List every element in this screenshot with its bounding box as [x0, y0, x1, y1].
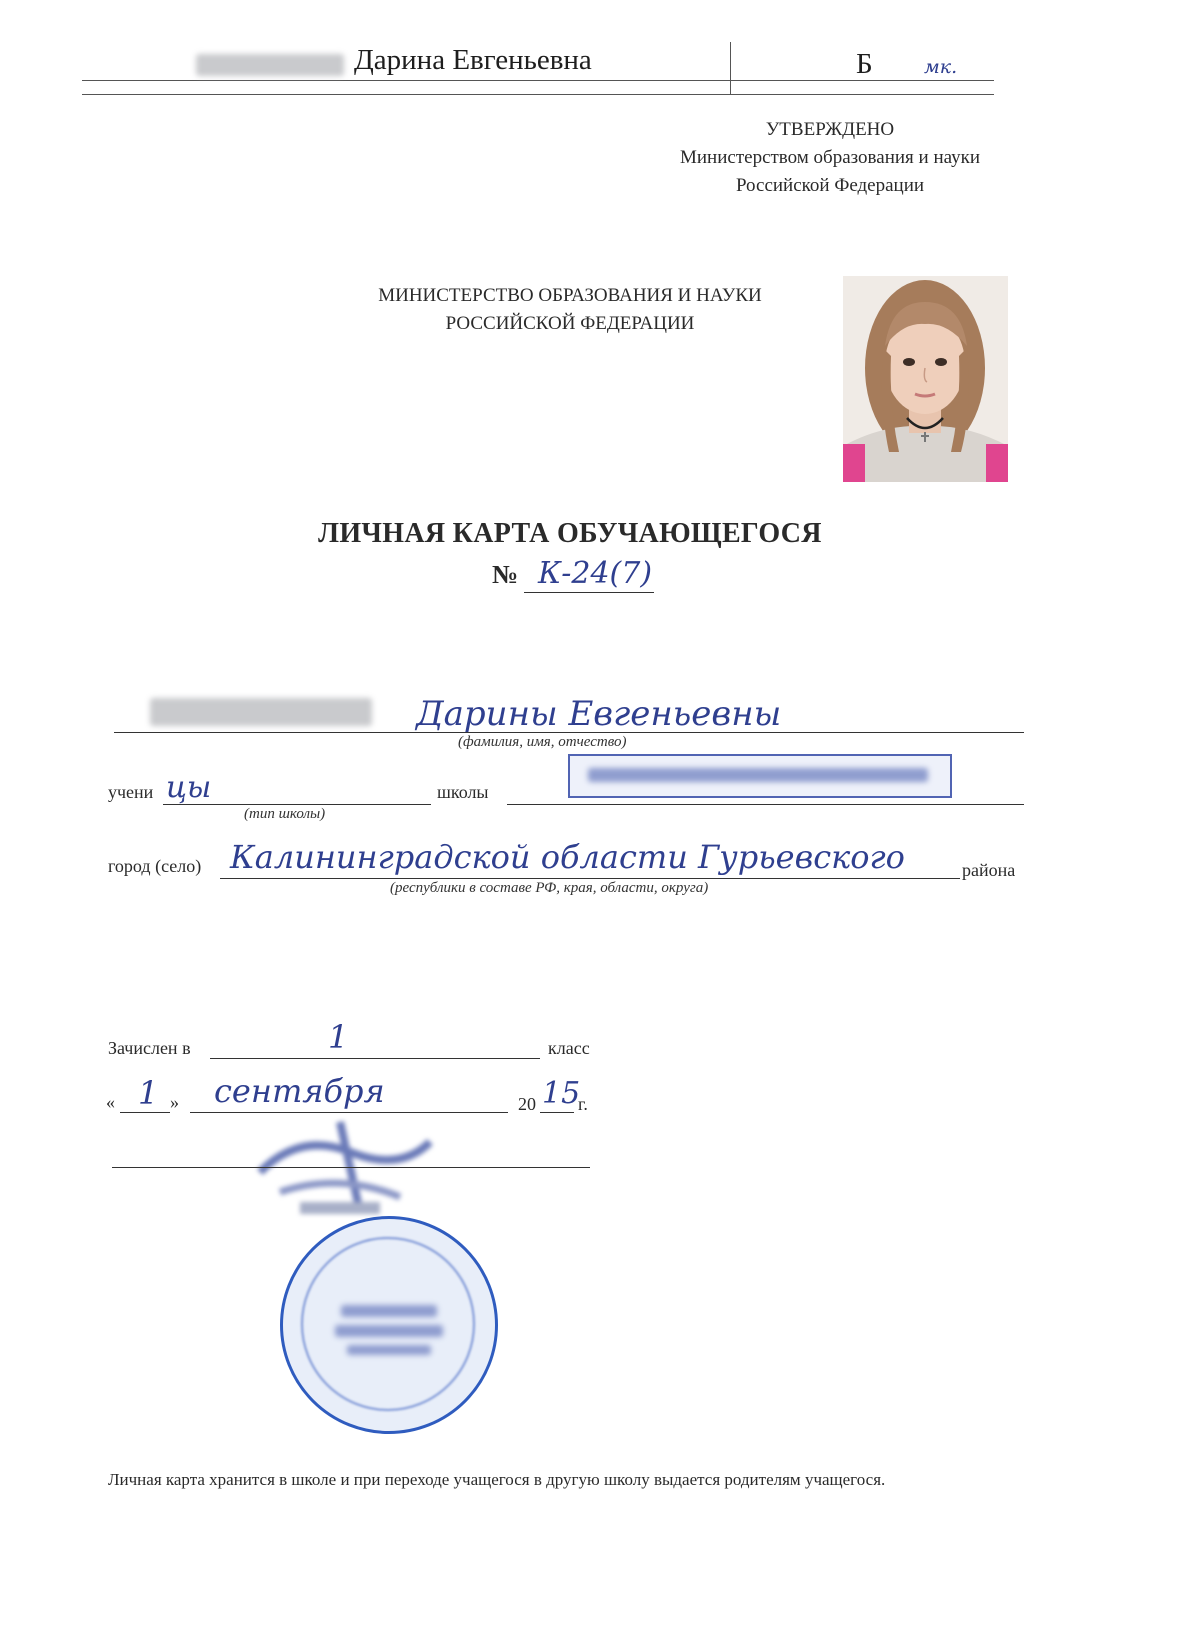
date-day-underline: [120, 1112, 170, 1113]
date-year-underline: [540, 1112, 574, 1113]
enrollment-label: Зачислен в: [108, 1038, 191, 1058]
card-number-label: №: [492, 560, 519, 589]
ministry-heading: [330, 282, 810, 338]
date-year-prefix: 20: [518, 1094, 536, 1114]
school-stamp-text-redacted: [588, 768, 928, 782]
seal-text-redacted-3: [347, 1345, 431, 1355]
seal-text-redacted-2: [335, 1325, 443, 1337]
approval-title: УТВЕРЖДЕНО: [765, 119, 895, 140]
ministry-line-2: РОССИЙСКОЙ ФЕДЕРАЦИИ: [445, 313, 695, 334]
school-stamp-redacted: [568, 754, 952, 798]
student-name-hint: (фамилия, имя, отчество): [458, 734, 627, 750]
student-photo-image: [843, 276, 1008, 482]
approval-line-1: Министерством образования и науки: [680, 147, 980, 168]
date-day-value: 1: [138, 1074, 159, 1112]
school-label: школы: [437, 782, 489, 802]
signature-underline: [112, 1167, 590, 1168]
student-surname-redacted: [150, 698, 372, 726]
school-seal-stamp: [280, 1216, 498, 1434]
school-type-hint: (тип школы): [244, 806, 326, 822]
school-underline: [507, 804, 1024, 805]
date-year-suffix: 15: [542, 1076, 581, 1111]
header-divider: [730, 42, 731, 94]
seal-inner-ring: [301, 1237, 475, 1411]
header-bottom-rule: [82, 94, 994, 95]
ministry-line-1: МИНИСТЕРСТВО ОБРАЗОВАНИЯ И НАУКИ: [378, 285, 762, 306]
date-close-quote: »: [170, 1092, 179, 1112]
date-open-quote: «: [106, 1092, 115, 1112]
enrollment-class-suffix: класс: [548, 1038, 590, 1058]
city-value: Калининградской области Гурьевского: [230, 838, 905, 876]
header-surname-redacted: [196, 54, 344, 76]
pupil-value: цы: [166, 770, 212, 805]
header-student-name: Дарина Евгеньевна: [354, 44, 592, 76]
pupil-underline: [163, 804, 431, 805]
date-year-unit: г.: [578, 1094, 588, 1114]
header-handwritten-note: мк.: [924, 56, 958, 78]
card-number-underline: [524, 592, 654, 593]
card-title: ЛИЧНАЯ КАРТА ОБУЧАЮЩЕГОСЯ: [318, 518, 822, 549]
enrollment-grade-underline: [210, 1058, 540, 1059]
city-underline: [220, 878, 960, 879]
approval-block: [640, 116, 1020, 200]
city-hint: (республики в составе РФ, края, области, округа): [390, 880, 709, 896]
student-name-value: Дарины Евгеньевны: [416, 694, 782, 734]
student-name-underline: [114, 732, 1024, 733]
pupil-label: учени: [108, 782, 154, 802]
seal-text-redacted-1: [341, 1305, 437, 1317]
card-number-value: К-24(7): [538, 556, 653, 591]
student-photo: [843, 276, 1008, 482]
approval-line-2: Российской Федерации: [735, 175, 925, 196]
city-suffix: района: [962, 860, 1016, 880]
city-label: город (село): [108, 856, 202, 876]
date-month-value: сентября: [214, 1072, 385, 1110]
footer-note: Личная карта хранится в школе и при переходе учащегося в другую школу выдается родителям учащегося.: [108, 1470, 886, 1489]
header-letter: Б: [856, 48, 873, 80]
enrollment-grade-value: 1: [328, 1018, 349, 1056]
